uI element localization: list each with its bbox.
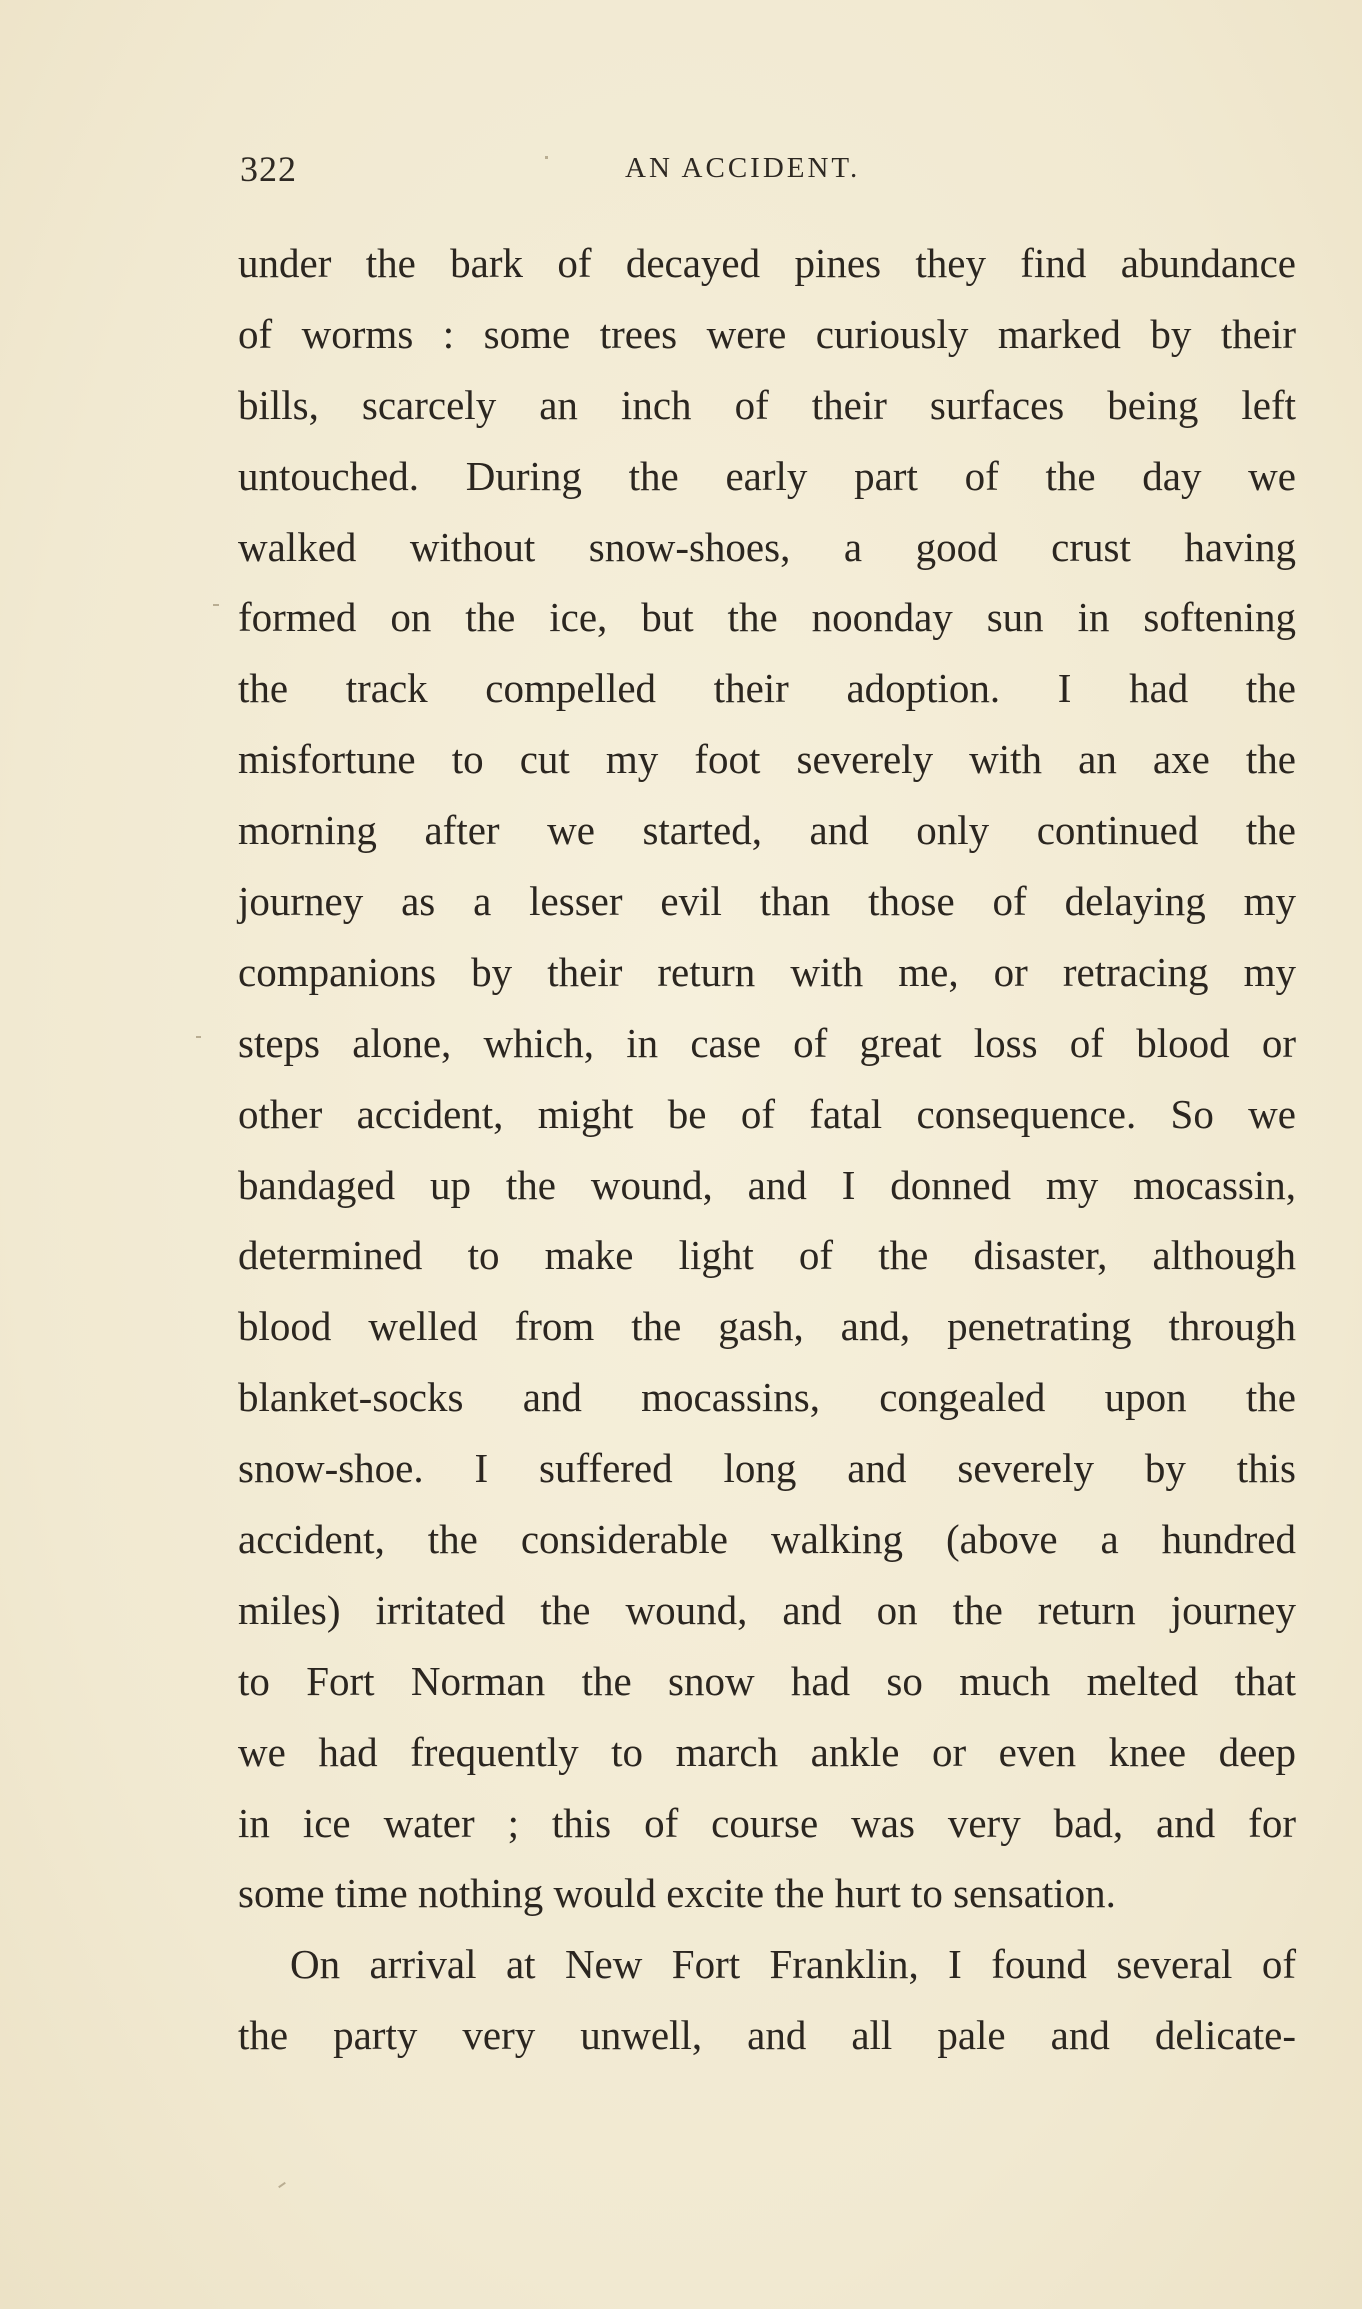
- text-line-10: journey as a lesser evil than those of delaying my: [238, 878, 1296, 925]
- running-title: AN ACCIDENT.: [625, 152, 861, 184]
- page-number: 322: [240, 149, 297, 189]
- text-line-13: other accident, might be of fatal consequence. So we: [238, 1090, 1296, 1137]
- running-head: [240, 148, 1296, 188]
- text-line-2: of worms : some trees were curiously marked by their: [238, 310, 1296, 357]
- text-line-22: we had frequently to march ankle or even knee deep: [238, 1728, 1296, 1775]
- text-line-9: morning after we started, and only continued the: [238, 807, 1296, 854]
- margin-speck: [196, 1036, 201, 1038]
- text-line-17: blanket-socks and mocassins, congealed upon the: [238, 1374, 1296, 1421]
- text-line-3: bills, scarcely an inch of their surfaces being left: [238, 381, 1296, 428]
- text-line-23: in ice water ; this of course was very bad, and for: [238, 1799, 1296, 1846]
- text-line-19: accident, the considerable walking (above a hundred: [238, 1516, 1296, 1563]
- text-line-24: some time nothing would excite the hurt to sensation.: [238, 1870, 1116, 1917]
- text-line-25: On arrival at New Fort Franklin, I found several of: [290, 1941, 1296, 1988]
- text-line-1: under the bark of decayed pines they find abundance: [238, 240, 1296, 286]
- text-line-15: determined to make light of the disaster, although: [238, 1232, 1296, 1279]
- margin-speck: [545, 156, 548, 159]
- text-line-14: bandaged up the wound, and I donned my mocassin,: [238, 1161, 1296, 1208]
- text-line-4: untouched. During the early part of the day we: [238, 452, 1296, 499]
- margin-speck: [278, 2182, 286, 2188]
- text-line-20: miles) irritated the wound, and on the return journey: [238, 1586, 1296, 1633]
- text-line-6: formed on the ice, but the noonday sun in softening: [238, 594, 1296, 641]
- text-line-5: walked without snow-shoes, a good crust having: [238, 523, 1296, 570]
- text-line-21: to Fort Norman the snow had so much melted that: [238, 1657, 1296, 1704]
- margin-speck: [213, 604, 219, 606]
- text-line-7: the track compelled their adoption. I had the: [238, 665, 1296, 712]
- text-line-26: the party very unwell, and all pale and delicate-: [238, 2012, 1296, 2059]
- text-line-16: blood welled from the gash, and, penetrating through: [238, 1303, 1296, 1350]
- text-line-11: companions by their return with me, or retracing my: [238, 948, 1296, 995]
- body-text: [238, 228, 1296, 2071]
- text-line-12: steps alone, which, in case of great loss of blood or: [238, 1019, 1296, 1066]
- text-line-18: snow-shoe. I suffered long and severely by this: [238, 1445, 1296, 1492]
- text-line-8: misfortune to cut my foot severely with an axe the: [238, 736, 1296, 783]
